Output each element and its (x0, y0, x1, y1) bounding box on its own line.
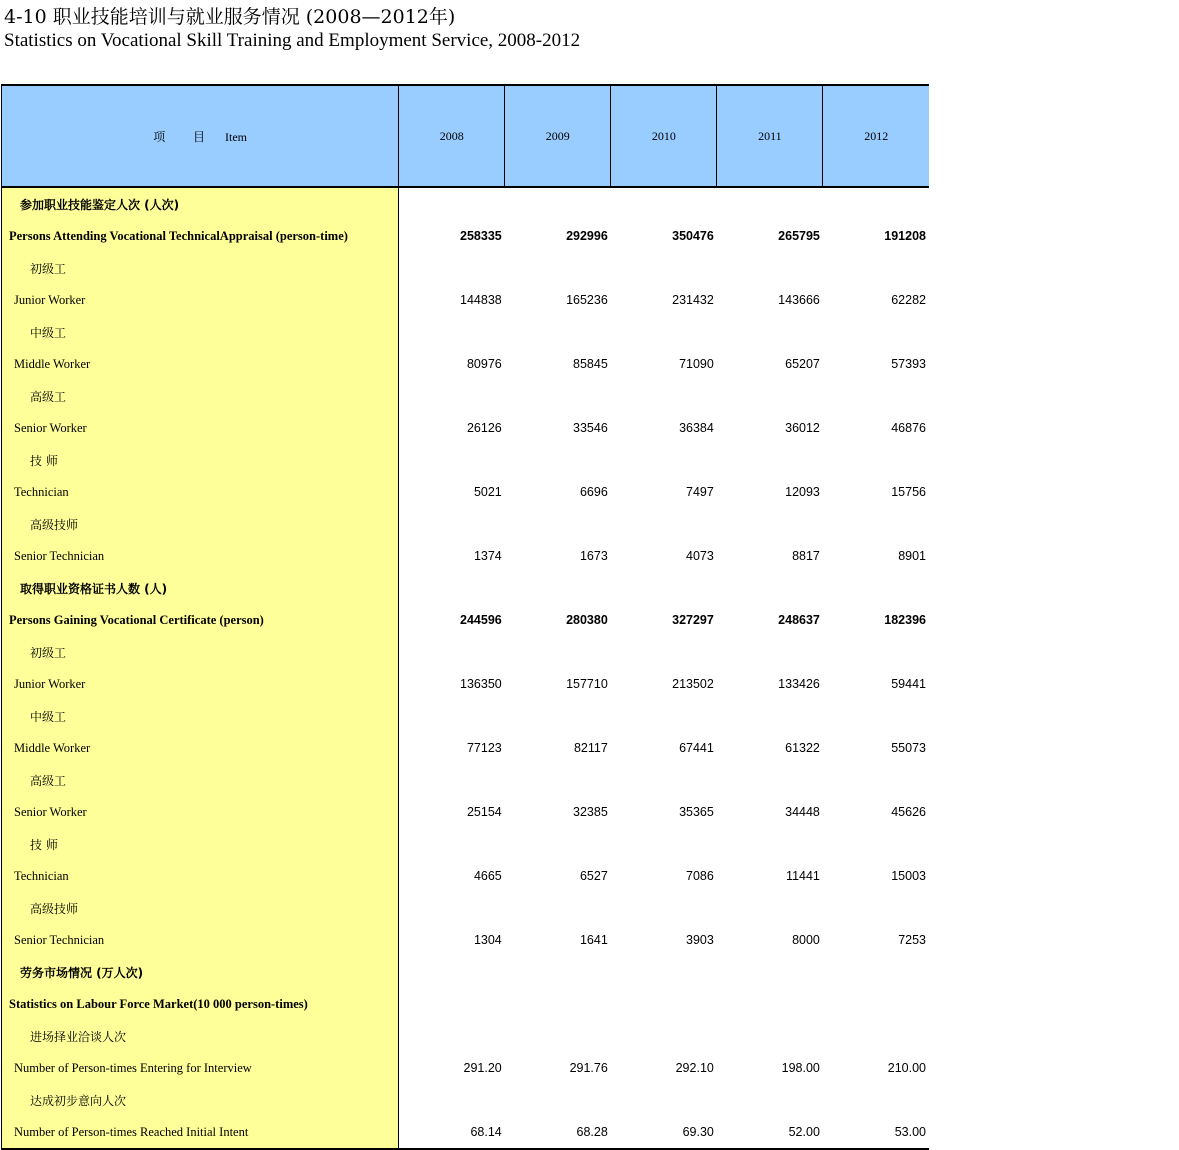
value-cell: 46876 (891, 421, 926, 435)
value-cell: 1673 (579, 549, 608, 563)
value-cell: 7086 (686, 869, 714, 883)
value-cell (823, 988, 929, 1020)
row-label: Senior Technician (2, 924, 399, 956)
value-cell (717, 252, 823, 284)
row-label: Number of Person-times Entering for Interview (2, 1052, 399, 1084)
table-row (2, 796, 930, 828)
row-label: 参加职业技能鉴定人次 (人次) (2, 187, 399, 220)
row-label: Junior Worker (2, 668, 399, 700)
value-cell: 53.00 (823, 1116, 929, 1149)
row-label: 中级工 (2, 316, 399, 348)
value-cell (717, 892, 823, 924)
table-row (2, 252, 930, 284)
value-cell: 33546 (573, 421, 608, 435)
value-cell: 191208 (884, 229, 926, 243)
header-year: 2010 (611, 85, 717, 187)
page-title-english: Statistics on Vocational Skill Training and Employment Service, 2008-2012 (4, 30, 581, 51)
table-row (2, 700, 930, 732)
value-cell (823, 444, 929, 476)
row-label: 初级工 (2, 252, 399, 284)
row-label: Technician (2, 476, 399, 508)
value-cell (505, 892, 611, 924)
table-row (2, 1052, 930, 1084)
value-cell: 11441 (786, 869, 820, 883)
value-cell (611, 380, 717, 412)
row-label: 高级技师 (2, 892, 399, 924)
value-cell: 6696 (579, 485, 608, 499)
value-cell (399, 892, 505, 924)
value-cell: 291.20 (463, 1061, 502, 1075)
value-cell: 244596 (460, 613, 502, 627)
value-cell (611, 828, 717, 860)
value-cell: 57393 (891, 357, 926, 371)
row-label: 中级工 (2, 700, 399, 732)
value-cell (611, 187, 717, 220)
row-label: Persons Gaining Vocational Certificate (person) (2, 604, 399, 636)
header-item-en: Item (225, 129, 248, 144)
value-cell (823, 892, 929, 924)
value-cell: 36384 (679, 421, 714, 435)
row-label: 高级工 (2, 764, 399, 796)
row-label: 技 师 (2, 444, 399, 476)
value-cell: 231432 (672, 293, 714, 307)
value-cell: 258335 (460, 229, 502, 243)
table-row (2, 476, 930, 508)
table-row (2, 668, 930, 700)
value-cell (399, 764, 505, 796)
row-label: 劳务市场情况 (万人次) (2, 956, 399, 988)
value-cell: 26126 (466, 421, 502, 435)
value-cell: 165236 (566, 293, 608, 307)
value-cell: 69.30 (611, 1116, 717, 1149)
table-row (2, 1084, 930, 1116)
value-cell: 7497 (686, 485, 714, 499)
value-cell: 4073 (686, 549, 714, 563)
value-cell: 8901 (898, 549, 926, 563)
value-cell: 157710 (566, 677, 608, 691)
value-cell: 292.10 (675, 1061, 714, 1075)
value-cell: 5021 (473, 485, 502, 499)
value-cell: 1304 (473, 933, 502, 947)
row-label: 高级工 (2, 380, 399, 412)
value-cell (717, 316, 823, 348)
value-cell (505, 508, 611, 540)
value-cell (611, 508, 717, 540)
value-cell: 25154 (466, 805, 502, 819)
value-cell: 3903 (686, 933, 714, 947)
table-row (2, 412, 930, 444)
header-year: 2012 (823, 85, 929, 187)
value-cell (505, 700, 611, 732)
row-label: 进场择业洽谈人次 (2, 1020, 399, 1052)
value-cell (717, 1084, 823, 1116)
value-cell (399, 828, 505, 860)
table-row (2, 732, 930, 764)
value-cell: 34448 (785, 805, 820, 819)
value-cell (823, 956, 929, 988)
value-cell (399, 252, 505, 284)
value-cell (717, 1020, 823, 1052)
row-label: Persons Attending Vocational TechnicalAppraisal (person-time) (2, 220, 399, 252)
value-cell: 1641 (579, 933, 608, 947)
value-cell (505, 572, 611, 604)
row-label: 取得职业资格证书人数 (人) (2, 572, 399, 604)
value-cell: 198.00 (781, 1061, 820, 1075)
row-label: Junior Worker (2, 284, 399, 316)
table-row (2, 348, 930, 380)
value-cell (717, 956, 823, 988)
value-cell (399, 1020, 505, 1052)
value-cell: 143666 (778, 293, 820, 307)
value-cell (399, 700, 505, 732)
value-cell (505, 252, 611, 284)
value-cell: 62282 (891, 293, 926, 307)
value-cell: 35365 (679, 805, 714, 819)
table-row (2, 572, 930, 604)
value-cell (823, 508, 929, 540)
value-cell: 292996 (566, 229, 608, 243)
row-label: 技 师 (2, 828, 399, 860)
table-row (2, 892, 930, 924)
table-row (2, 636, 930, 668)
value-cell (611, 988, 717, 1020)
value-cell (611, 572, 717, 604)
value-cell (717, 700, 823, 732)
value-cell (505, 828, 611, 860)
row-label: Technician (2, 860, 399, 892)
value-cell (611, 444, 717, 476)
value-cell (399, 572, 505, 604)
value-cell (823, 700, 929, 732)
value-cell (823, 1084, 929, 1116)
value-cell (823, 764, 929, 796)
value-cell: 12093 (785, 485, 820, 499)
value-cell: 144838 (460, 293, 502, 307)
value-cell (823, 316, 929, 348)
value-cell: 36012 (785, 421, 820, 435)
value-cell (717, 988, 823, 1020)
value-cell (505, 764, 611, 796)
value-cell (505, 1020, 611, 1052)
value-cell (505, 988, 611, 1020)
value-cell (823, 572, 929, 604)
value-cell: 15756 (891, 485, 926, 499)
row-label: Middle Worker (2, 348, 399, 380)
table-row (2, 284, 930, 316)
value-cell: 67441 (679, 741, 714, 755)
value-cell (717, 572, 823, 604)
value-cell (717, 764, 823, 796)
table-row (2, 220, 930, 252)
value-cell (505, 380, 611, 412)
value-cell (823, 1020, 929, 1052)
value-cell: 265795 (778, 229, 820, 243)
value-cell: 213502 (672, 677, 714, 691)
value-cell: 291.76 (569, 1061, 608, 1075)
value-cell: 65207 (785, 357, 820, 371)
value-cell (399, 316, 505, 348)
value-cell (399, 380, 505, 412)
value-cell: 7253 (898, 933, 926, 947)
value-cell: 61322 (785, 741, 820, 755)
value-cell: 85845 (573, 357, 608, 371)
table-row (2, 924, 930, 956)
row-label: Statistics on Labour Force Market(10 000 person-times) (2, 988, 399, 1020)
table-row (2, 187, 930, 220)
header-year: 2008 (399, 85, 505, 187)
value-cell: 32385 (573, 805, 608, 819)
table-row (2, 508, 930, 540)
value-cell: 210.00 (887, 1061, 926, 1075)
value-cell (505, 1084, 611, 1116)
value-cell (505, 316, 611, 348)
value-cell (823, 187, 929, 220)
row-label: 达成初步意向人次 (2, 1084, 399, 1116)
table-row (2, 540, 930, 572)
value-cell (399, 508, 505, 540)
value-cell (717, 508, 823, 540)
row-label: Number of Person-times Reached Initial Intent (2, 1116, 399, 1149)
table-header-row (2, 85, 930, 187)
value-cell (399, 636, 505, 668)
row-label: Senior Worker (2, 412, 399, 444)
value-cell (611, 892, 717, 924)
value-cell: 1374 (473, 549, 502, 563)
value-cell (717, 444, 823, 476)
header-year: 2011 (717, 85, 823, 187)
row-label: Middle Worker (2, 732, 399, 764)
value-cell: 8817 (792, 549, 820, 563)
table-row (2, 604, 930, 636)
value-cell: 80976 (466, 357, 502, 371)
value-cell: 280380 (566, 613, 608, 627)
value-cell (823, 380, 929, 412)
row-label: Senior Worker (2, 796, 399, 828)
value-cell: 82117 (573, 741, 608, 755)
value-cell (823, 828, 929, 860)
value-cell: 6527 (579, 869, 608, 883)
value-cell (505, 956, 611, 988)
value-cell (505, 636, 611, 668)
header-item (2, 85, 399, 187)
value-cell (611, 1020, 717, 1052)
table-row (2, 1020, 930, 1052)
value-cell: 45626 (891, 805, 926, 819)
value-cell: 327297 (672, 613, 714, 627)
value-cell (823, 636, 929, 668)
value-cell: 52.00 (717, 1116, 823, 1149)
value-cell: 350476 (672, 229, 714, 243)
value-cell (611, 636, 717, 668)
value-cell: 8000 (792, 933, 820, 947)
table-row (2, 444, 930, 476)
row-label: 初级工 (2, 636, 399, 668)
value-cell (717, 828, 823, 860)
statistics-table (1, 84, 929, 1150)
value-cell (399, 187, 505, 220)
value-cell (717, 636, 823, 668)
value-cell: 68.28 (505, 1116, 611, 1149)
table-row (2, 316, 930, 348)
value-cell: 71090 (679, 357, 714, 371)
table-row (2, 828, 930, 860)
value-cell (611, 700, 717, 732)
table-row (2, 860, 930, 892)
page-title-chinese: 4-10 职业技能培训与就业服务情况 (2008—2012年) (4, 6, 456, 28)
value-cell: 4665 (473, 869, 502, 883)
value-cell: 133426 (778, 677, 820, 691)
row-label: 高级技师 (2, 508, 399, 540)
value-cell: 77123 (466, 741, 502, 755)
value-cell: 68.14 (399, 1116, 505, 1149)
table-row (2, 380, 930, 412)
value-cell: 59441 (891, 677, 926, 691)
value-cell (505, 187, 611, 220)
table-body (2, 187, 930, 1149)
value-cell (611, 316, 717, 348)
value-cell (717, 380, 823, 412)
table-row (2, 956, 930, 988)
table-row (2, 1116, 930, 1149)
value-cell (611, 252, 717, 284)
value-cell (505, 444, 611, 476)
value-cell: 55073 (891, 741, 926, 755)
value-cell (611, 764, 717, 796)
value-cell: 15003 (891, 869, 926, 883)
row-label: Senior Technician (2, 540, 399, 572)
header-year: 2009 (505, 85, 611, 187)
value-cell (611, 956, 717, 988)
table-row (2, 764, 930, 796)
value-cell (611, 1084, 717, 1116)
value-cell (717, 187, 823, 220)
value-cell (823, 252, 929, 284)
header-item-zh: 项 目 (153, 129, 218, 144)
value-cell (399, 1084, 505, 1116)
value-cell (399, 956, 505, 988)
value-cell: 248637 (778, 613, 820, 627)
table-row (2, 988, 930, 1020)
value-cell (399, 444, 505, 476)
value-cell: 136350 (460, 677, 502, 691)
value-cell: 182396 (884, 613, 926, 627)
value-cell (399, 988, 505, 1020)
